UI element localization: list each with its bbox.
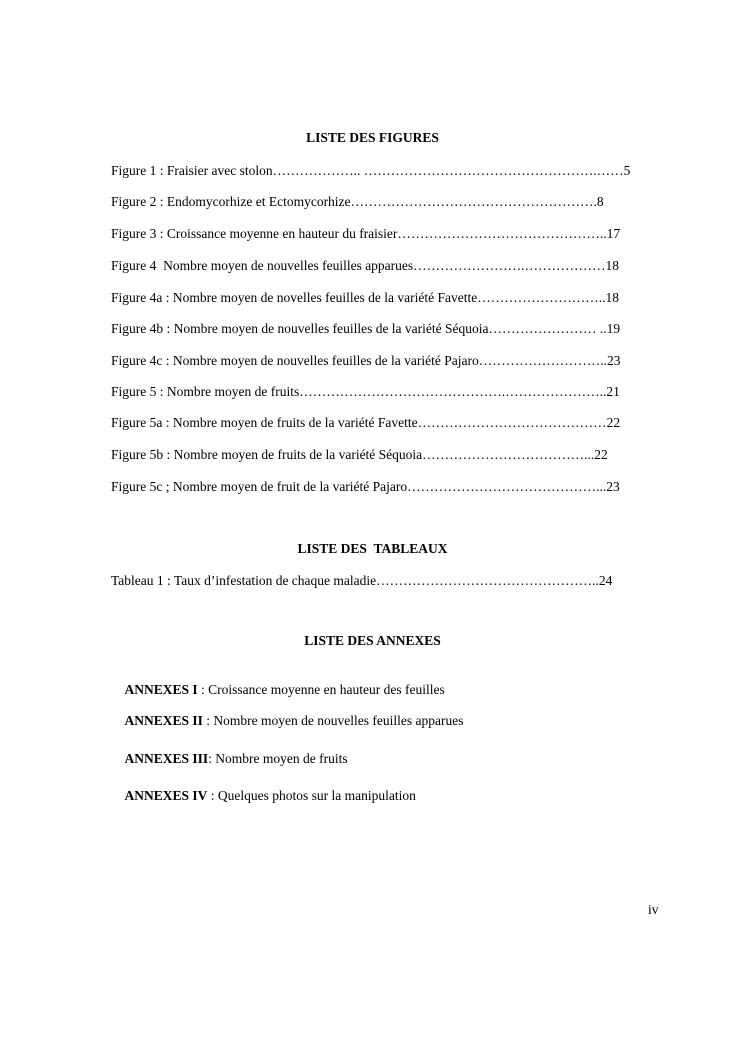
table-entry-1: Tableau 1 : Taux d’infestation de chaque maladie…………………………………………..24 xyxy=(111,573,613,588)
figure-entry-4a: Figure 4a : Nombre moyen de novelles feuilles de la variété Favette………………………..18 xyxy=(111,290,620,305)
annex-label: ANNEXES I xyxy=(124,682,198,697)
annexes-heading: LISTE DES ANNEXES xyxy=(304,633,441,648)
figure-entry-1: Figure 1 : Fraisier avec stolon……………….. …………………………………………….……5 xyxy=(111,163,631,178)
figure-entry-4: Figure 4 Nombre moyen de nouvelles feuilles apparues…………………….………………18 xyxy=(111,258,620,273)
figure-entry-5: Figure 5 : Nombre moyen de fruits……………………………………….…………………..21 xyxy=(111,384,620,399)
figure-entry-5c: Figure 5c ; Nombre moyen de fruit de la variété Pajaro……………………………………...23 xyxy=(111,479,620,494)
figures-heading: LISTE DES FIGURES xyxy=(306,130,439,145)
figure-entry-4b: Figure 4b : Nombre moyen de nouvelles feuilles de la variété Séquoia…………………… ..19 xyxy=(111,321,621,336)
annex-label: ANNEXES IV xyxy=(124,788,208,803)
figure-entry-5a: Figure 5a : Nombre moyen de fruits de la variété Favette……………………………………22 xyxy=(111,415,621,430)
annex-text: : Croissance moyenne en hauteur des feuilles xyxy=(197,682,445,697)
annex-label: ANNEXES III xyxy=(124,751,209,766)
page-number: iv xyxy=(648,902,659,917)
annex-text: : Nombre moyen de nouvelles feuilles apparues xyxy=(202,713,464,728)
annex-text: : Quelques photos sur la manipulation xyxy=(207,788,416,803)
annex-label: ANNEXES II xyxy=(124,713,203,728)
figure-entry-5b: Figure 5b : Nombre moyen de fruits de la variété Séquoia………………………………...22 xyxy=(111,447,608,462)
annex-entry-4 xyxy=(111,772,416,820)
figure-entry-3: Figure 3 : Croissance moyenne en hauteur du fraisier………………………………………..17 xyxy=(111,226,621,241)
annex-text: : Nombre moyen de fruits xyxy=(208,751,348,766)
figure-entry-2: Figure 2 : Endomycorhize et Ectomycorhize……………………………………………….8 xyxy=(111,194,604,209)
figure-entry-4c: Figure 4c : Nombre moyen de nouvelles feuilles de la variété Pajaro………………………..23 xyxy=(111,353,621,368)
tables-heading: LISTE DES TABLEAUX xyxy=(297,541,448,556)
